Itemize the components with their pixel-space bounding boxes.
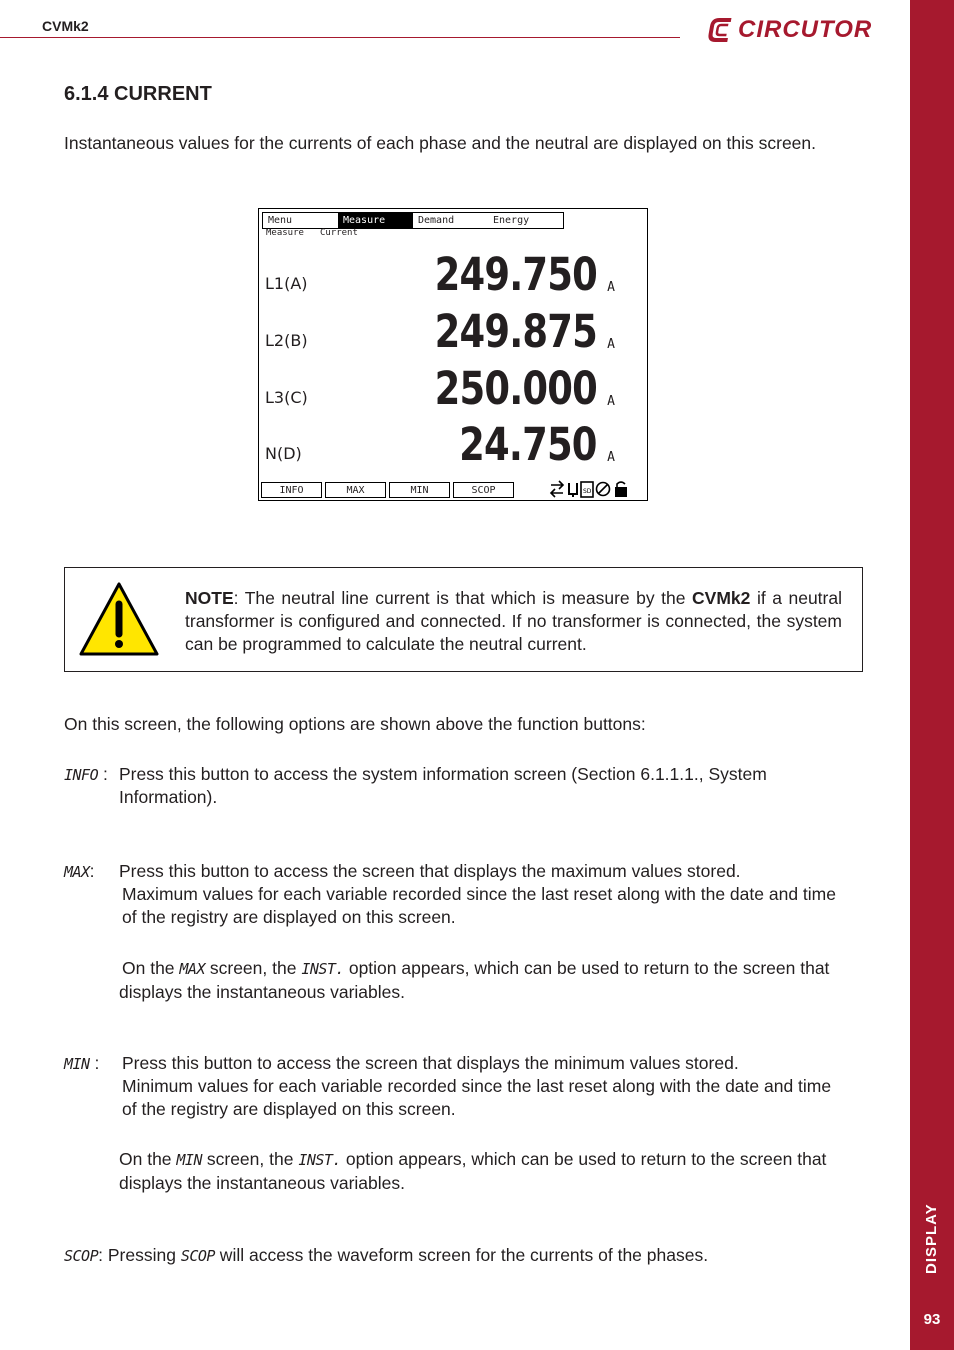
- header-model: CVMk2: [42, 18, 89, 34]
- max-inst-key: INST.: [301, 960, 344, 978]
- scop-key-inline: SCOP: [180, 1247, 215, 1265]
- max-inst-note: [119, 957, 849, 1004]
- note-text: [185, 587, 842, 656]
- min-inst-note: [119, 1148, 849, 1195]
- sidebar-section-text: DISPLAY: [923, 1203, 940, 1274]
- section-title: 6.1.4 CURRENT: [64, 83, 212, 105]
- lcd-menu-item: Energy: [493, 215, 530, 226]
- note-label: NOTE: [185, 588, 234, 608]
- lcd-row-unit: A: [607, 394, 615, 409]
- lcd-row-label: L3(C): [265, 388, 308, 407]
- lcd-row-label: L1(A): [265, 274, 308, 293]
- info-key-row: [64, 763, 108, 787]
- lcd-screen: [258, 208, 648, 501]
- note-model: CVMk2: [692, 588, 751, 608]
- scop-sep: : Pressing: [98, 1245, 181, 1265]
- lcd-menu-bar: [262, 212, 564, 229]
- max-on-key: MAX: [179, 960, 205, 978]
- lcd-row-value: 24.750: [459, 418, 597, 471]
- min-on-key: MIN: [176, 1151, 202, 1169]
- circutor-c-icon: [706, 15, 736, 45]
- min-on-a: On the: [119, 1149, 177, 1169]
- lcd-row-value: 249.875: [434, 305, 597, 358]
- lcd-function-buttons: [261, 482, 514, 498]
- scop-key: SCOP: [64, 1247, 99, 1265]
- max-sep: :: [89, 861, 95, 881]
- lcd-info-button: INFO: [261, 482, 322, 498]
- max-description: Press this button to access the screen that displays the maximum values stored.: [119, 861, 741, 881]
- lcd-max-button: MAX: [325, 482, 386, 498]
- lcd-menu-item: Menu: [268, 215, 293, 226]
- lcd-row-label: N(D): [265, 444, 302, 463]
- max-on-a: On the: [122, 958, 180, 978]
- lcd-row-unit: A: [607, 280, 615, 295]
- info-description: Press this button to access the system information screen (Section 6.1.1.1., System Information).: [119, 764, 767, 807]
- lcd-row-label: L2(B): [265, 331, 308, 350]
- lcd-status-icons: [549, 480, 641, 498]
- lcd-breadcrumb-item: Current: [319, 228, 358, 238]
- lcd-row-value: 249.750: [434, 248, 597, 301]
- min-sep: :: [89, 1053, 100, 1073]
- section-intro: Instantaneous values for the currents of each phase and the neutral are displayed on this screen.: [64, 133, 817, 153]
- min-key-row: [64, 1052, 99, 1076]
- note-text-b: if a neutral transformer is configured and connected. If no transformer is connected, the system can be programmed to calculate the neutral current.: [185, 588, 842, 654]
- lcd-breadcrumb: [266, 228, 374, 238]
- min-key: MIN: [64, 1055, 90, 1073]
- svg-text:SD: SD: [583, 488, 592, 495]
- brand-name: CIRCUTOR: [738, 16, 873, 43]
- no-comms-icon: [597, 483, 610, 496]
- sd-card-icon: [581, 482, 593, 497]
- lcd-menu-item-selected: Measure: [338, 213, 413, 228]
- min-on-c: option appears, which can be used to return to the screen that displays the instantaneous variables.: [119, 1149, 827, 1193]
- brand-logo: [706, 14, 872, 46]
- sidebar-band: [910, 0, 954, 1350]
- lcd-row: [265, 359, 635, 415]
- min-inst-key: INST.: [298, 1151, 341, 1169]
- lcd-menu-item: Demand: [418, 215, 455, 226]
- warning-icon: [77, 580, 161, 658]
- max-key-row: [64, 860, 94, 884]
- min-description: Press this button to access the screen that displays the minimum values stored.: [122, 1053, 739, 1073]
- lcd-scop-button: SCOP: [453, 482, 514, 498]
- note-box: [64, 567, 863, 672]
- min-description-detail: Minimum values for each variable recorded since the last reset along with the date and time of the registry are displayed on this screen.: [122, 1076, 832, 1119]
- header-rule: [0, 37, 680, 38]
- max-on-b: screen, the: [205, 958, 302, 978]
- max-description-detail: Maximum values for each variable recorded since the last reset along with the date and time of the registry are displayed on this screen.: [122, 884, 836, 927]
- scop-description: [64, 1244, 864, 1268]
- info-key: INFO: [64, 766, 99, 784]
- max-key: MAX: [64, 863, 90, 881]
- lcd-row: [265, 415, 635, 471]
- lcd-row: [265, 245, 635, 301]
- max-on-c: option appears, which can be used to return to the screen that displays the instantaneous variables.: [119, 958, 830, 1002]
- lcd-breadcrumb-item: Measure: [266, 228, 304, 238]
- plug-icon: [569, 483, 577, 497]
- lcd-row-unit: A: [607, 450, 615, 465]
- transfer-arrows-icon: [551, 481, 563, 497]
- lock-icon: [615, 482, 627, 497]
- lcd-min-button: MIN: [389, 482, 450, 498]
- lcd-row-unit: A: [607, 337, 615, 352]
- options-intro: On this screen, the following options are shown above the function buttons:: [64, 714, 646, 734]
- lcd-row-value: 250.000: [434, 362, 597, 415]
- scop-text: will access the waveform screen for the currents of the phases.: [214, 1245, 709, 1265]
- page-number: 93: [923, 1311, 941, 1328]
- lcd-row: [265, 302, 635, 358]
- min-on-b: screen, the: [202, 1149, 299, 1169]
- note-text-a: : The neutral line current is that which is measure by the: [233, 588, 693, 608]
- info-sep: :: [98, 764, 108, 784]
